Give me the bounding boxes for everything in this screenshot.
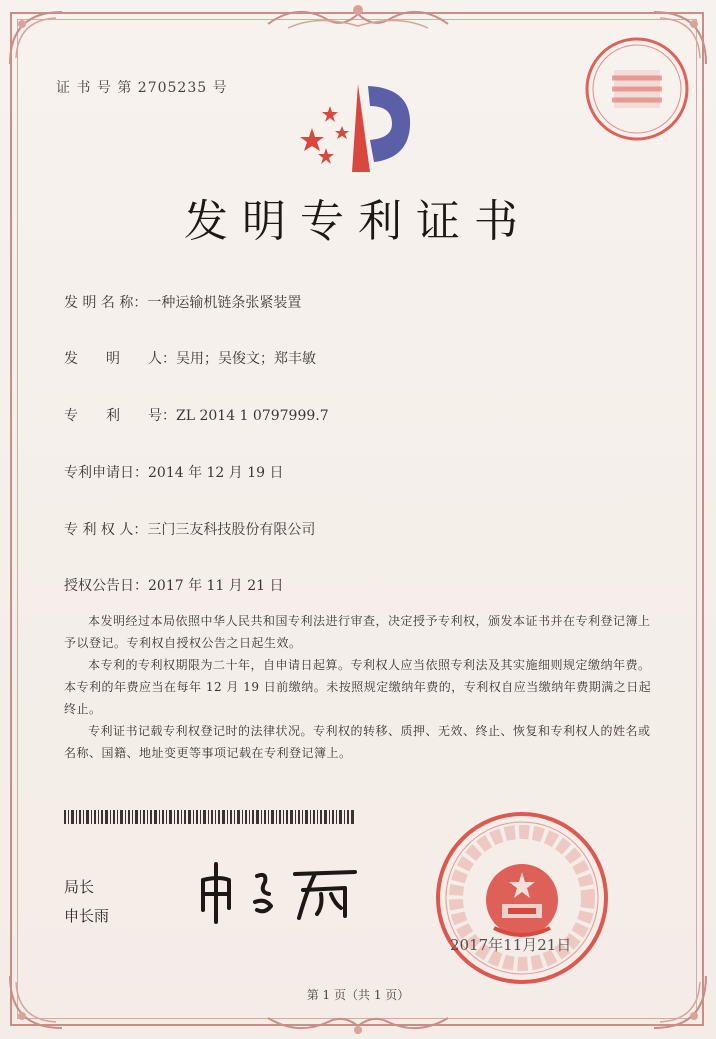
bottom-ornament [258,1010,458,1038]
page-number: 第 1 页（共 1 页） [306,988,410,1002]
issue-date-stamp: 2017年11月21日 [450,936,572,954]
official-seal-stamp [432,808,612,988]
patentee-label: 专 利 权 人： [64,522,148,538]
invention-name-value: 一种运输机链条张紧装置 [147,295,302,311]
body-paragraph: 本发明经过本局依照中华人民共和国专利法进行审查，决定授予专利权，颁发本证书并在专利登记簿上予以登记。专利权自授权公告之日起生效。 [64,614,651,650]
inventors-label: 发 明 人： [64,351,176,367]
field-patentee [64,519,315,539]
grant-date-value: 2017 年 11 月 21 日 [148,578,284,594]
certificate-number: 证 书 号 第 2705235 号 [56,80,228,96]
certificate-title: 发明专利证书 [184,196,532,247]
filing-date-value: 2014 年 12 月 19 日 [148,465,284,481]
body-paragraph: 本专利的专利权期限为二十年，自申请日起算。专利权人应当依照专利法及其实施细则规定缴纳年费。本专利的年费应当在每年 12 月 19 日前缴纳。未按照规定缴纳年费的，专利权自应当缴纳年费期满之日起终止。 [64,658,652,716]
field-inventors [64,348,316,368]
filing-date-label: 专利申请日： [64,465,148,481]
barcode [64,810,354,824]
body-paragraph: 专利证书记载专利权登记时的法律状况。专利权的转移、质押、无效、终止、恢复和专利权人的姓名或名称、国籍、地址变更等事项记载在专利登记簿上。 [64,724,651,760]
handwritten-signature [195,850,365,930]
field-filing-date [64,462,284,482]
patentee-value: 三门三友科技股份有限公司 [147,522,316,538]
field-invention-name [64,292,301,312]
certificate-body [64,610,652,764]
director-title: 局长 [64,878,95,896]
field-grant-date [64,575,284,595]
invention-name-label: 发 明 名 称： [64,295,148,311]
small-seal-stamp [582,34,692,144]
patent-number-label: 专 利 号： [64,408,176,424]
field-patent-number [64,405,329,425]
patent-office-logo-icon [300,78,420,178]
inventors-value: 吴用；吴俊文；郑丰敏 [176,351,316,367]
corner-ornament-top-left [6,8,66,68]
director-name: 申长雨 [64,907,110,925]
top-ornament [258,0,458,34]
grant-date-label: 授权公告日： [64,578,148,594]
patent-number-value: ZL 2014 1 0797999.7 [176,408,329,424]
